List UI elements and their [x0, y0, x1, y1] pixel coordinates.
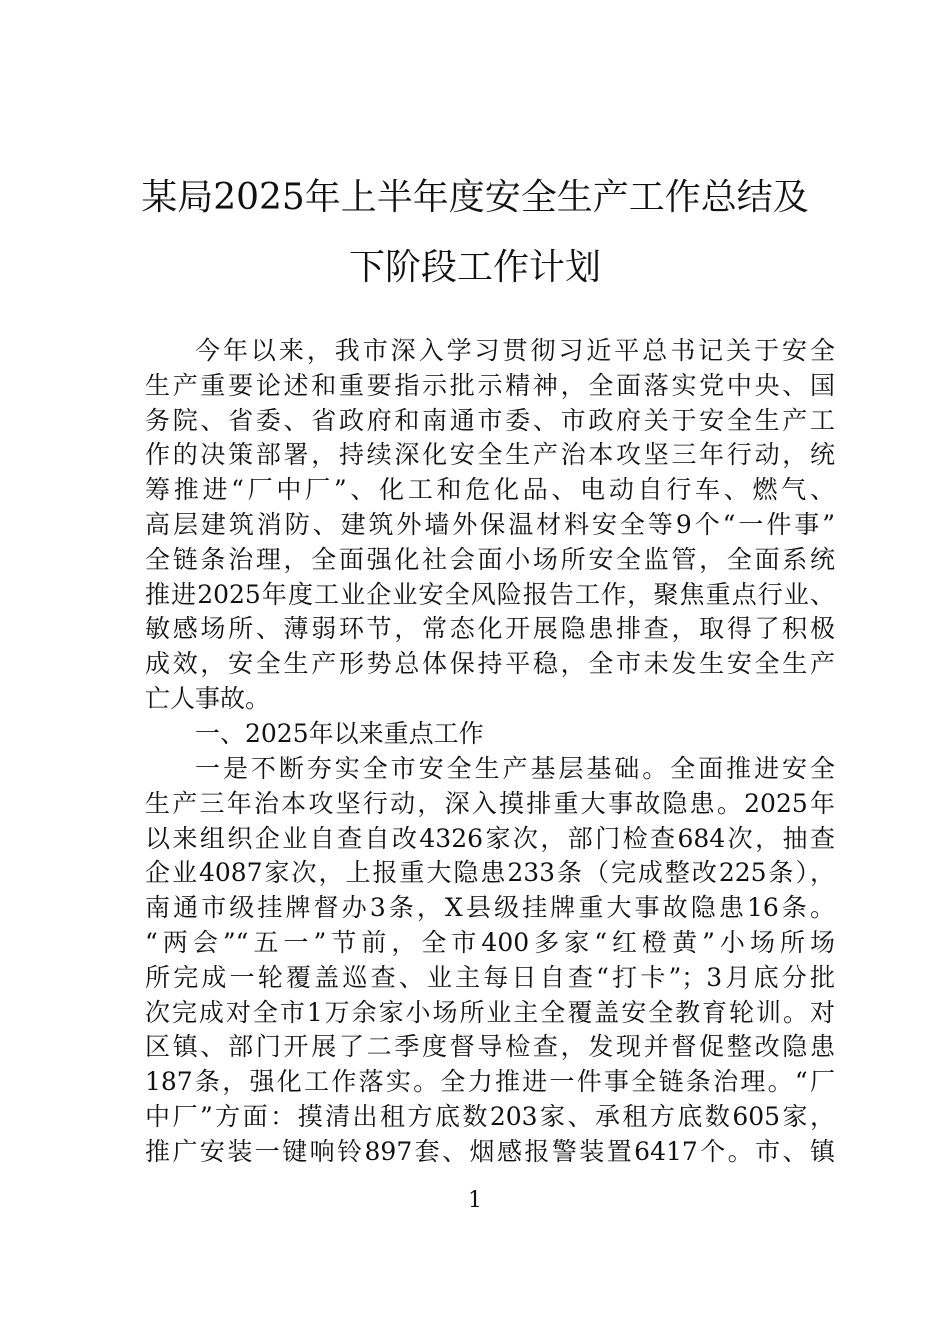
intro-line: 敏感场所、薄弱环节，常态化开展隐患排查，取得了积极 [145, 614, 835, 644]
intro-line: 亡人事故。 [145, 683, 271, 713]
work-line: 以来组织企业自查自改4326家次，部门检查684次，抽查 [145, 823, 835, 853]
work-line: “两会”“五一”节前，全市400多家“红橙黄”小场所场 [145, 927, 835, 957]
intro-line: 推进2025年度工业企业安全风险报告工作，聚焦重点行业、 [145, 579, 835, 609]
work-line: 区镇、部门开展了二季度督导检查，发现并督促整改隐患 [145, 1032, 835, 1062]
work-paragraph [145, 752, 835, 1170]
intro-line: 成效，安全生产形势总体保持平稳，全市未发生安全生产 [145, 649, 835, 679]
intro-line: 生产重要论述和重要指示批示精神，全面落实党中央、国 [145, 370, 835, 400]
intro-line: 全链条治理，全面强化社会面小场所安全监管，全面系统 [145, 544, 835, 574]
document-title-line-2: 下阶段工作计划 [348, 247, 601, 288]
intro-line: 今年以来，我市深入学习贯彻习近平总书记关于安全 [195, 336, 835, 365]
work-line: 187条，强化工作落实。全力推进一件事全链条治理。“厂 [145, 1067, 835, 1097]
document-title-line-1: 某局2025年上半年度安全生产工作总结及 [141, 177, 809, 218]
work-line: 一是不断夯实全市安全生产基层基础。全面推进安全 [195, 754, 835, 783]
work-line: 所完成一轮覆盖巡查、业主每日自查“打卡”；3月底分批 [145, 962, 835, 992]
intro-line: 务院、省委、省政府和南通市委、市政府关于安全生产工 [145, 405, 835, 435]
work-line: 次完成对全市1万余家小场所业主全覆盖安全教育轮训。对 [145, 997, 835, 1027]
work-line: 中厂”方面：摸清出租方底数203家、承租方底数605家， [145, 1101, 835, 1131]
work-line: 推广安装一键响铃897套、烟感报警装置6417个。市、镇 [145, 1136, 835, 1166]
intro-line: 高层建筑消防、建筑外墙外保温材料安全等9个“一件事” [145, 509, 835, 539]
work-line: 生产三年治本攻坚行动，深入摸排重大事故隐患。2025年 [145, 788, 835, 818]
intro-line: 筹推进“厂中厂”、化工和危化品、电动自行车、燃气、 [145, 475, 835, 505]
intro-paragraph [145, 334, 835, 717]
intro-line: 作的决策部署，持续深化安全生产治本攻坚三年行动，统 [145, 440, 835, 470]
section-heading: 一、2025年以来重点工作 [195, 719, 484, 748]
work-line: 企业4087家次，上报重大隐患233条（完成整改225条）， [145, 858, 835, 888]
page-number: 1 [468, 1188, 482, 1213]
section-heading-block [145, 717, 835, 752]
work-line: 南通市级挂牌督办3条，X县级挂牌重大事故隐患16条。 [145, 893, 835, 923]
